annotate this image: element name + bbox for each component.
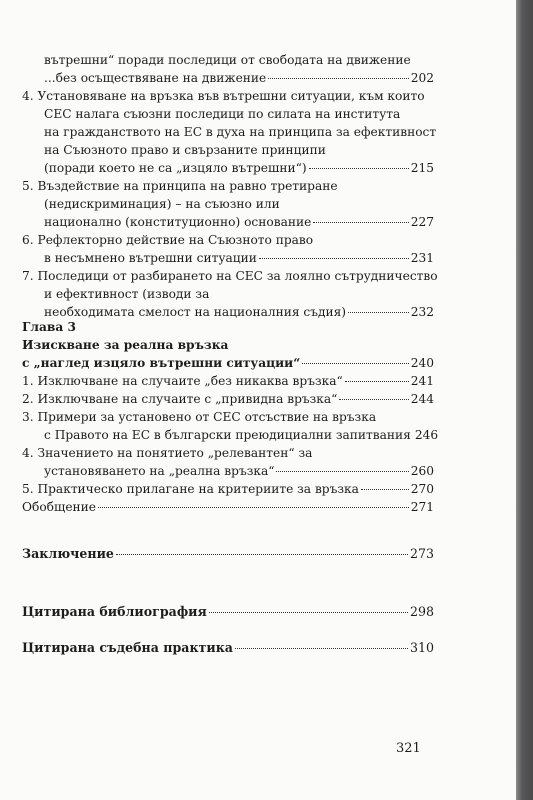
toc-section-entry <box>22 603 434 621</box>
toc-entry-text: 1. Изключване на случаите „без никаква връзка“ <box>22 374 343 388</box>
toc-page-number: 241 <box>410 374 434 388</box>
toc-entry <box>44 249 434 267</box>
toc-page-number: 244 <box>410 392 434 406</box>
dot-leader <box>268 77 408 79</box>
toc-entry-line <box>22 177 338 195</box>
toc-page-number: 232 <box>410 305 434 319</box>
toc-page-number: 202 <box>410 71 434 85</box>
dot-leader <box>361 488 409 490</box>
toc-entry <box>44 159 434 177</box>
toc-entry-text: необходимата смелост на националния съдия) <box>44 305 347 319</box>
toc-entry-line <box>22 267 438 285</box>
toc-entry-text: вътрешни“ поради последици от свободата на движение <box>44 53 411 67</box>
toc-entry-line <box>44 105 400 123</box>
toc-entry-line <box>44 51 411 69</box>
toc-entry <box>44 426 439 444</box>
toc-entry-text: установяването на „реална връзка“ <box>44 464 275 478</box>
section-title: Цитирана съдебна практика <box>22 640 233 655</box>
toc-entry <box>44 462 434 480</box>
chapter-title-entry <box>22 354 434 372</box>
toc-entry <box>22 390 434 408</box>
dot-leader <box>339 398 408 400</box>
toc-entry-text: с Правото на ЕС в български преюдициални запитвания <box>44 428 411 442</box>
toc-entry-text: Обобщение <box>22 500 97 514</box>
toc-page-number: 260 <box>410 464 434 478</box>
toc-entry-text: 4. Значението на понятието „релевантен“ за <box>22 446 313 460</box>
dot-leader <box>259 257 409 259</box>
dot-leader <box>348 311 409 313</box>
toc-entry-line <box>44 141 326 159</box>
dot-leader <box>98 506 409 508</box>
section-title: Заключение <box>22 546 114 561</box>
dot-leader <box>345 380 409 382</box>
toc-entry <box>44 303 434 321</box>
toc-entry <box>44 69 434 87</box>
toc-entry-text: на гражданството на ЕС в духа на принципа за ефективност <box>44 125 437 139</box>
toc-entry-line <box>44 285 209 303</box>
section-title: Цитирана библиография <box>22 604 207 619</box>
toc-section-entry <box>22 545 434 563</box>
dot-leader <box>309 167 409 169</box>
chapter-label <box>22 318 76 336</box>
toc-entry-line <box>22 444 312 462</box>
toc-entry-text: (недискриминация) – на съюзно или <box>44 197 280 211</box>
dot-leader <box>116 553 408 555</box>
toc-page-number: 231 <box>410 251 434 265</box>
dot-leader <box>313 221 408 223</box>
toc-entry-text: 5. Въздействие на принципа на равно третиране <box>22 179 338 193</box>
toc-page-number: 298 <box>409 604 434 619</box>
toc-page-number: 240 <box>410 356 434 370</box>
toc-page-number: 227 <box>410 215 434 229</box>
page-edge-shadow <box>516 0 533 800</box>
toc-entry-text: (поради което не са „изцяло вътрешни“) <box>44 161 307 175</box>
toc-entry-text: 4. Установяване на връзка във вътрешни ситуации, към които <box>22 89 425 103</box>
chapter-title-line <box>22 336 228 354</box>
dot-leader <box>276 470 408 472</box>
toc-entry-text: в несъмнено вътрешни ситуации <box>44 251 257 265</box>
toc-entry-line <box>44 195 280 213</box>
toc-entry <box>44 213 434 231</box>
chapter-title-text: с „наглед изцяло вътрешни ситуации“ <box>22 356 301 370</box>
toc-entry-text: 2. Изключване на случаите с „привидна връзка“ <box>22 392 338 406</box>
toc-entry-text: 6. Рефлекторно действие на Съюзното право <box>22 233 314 247</box>
toc-entry-line <box>44 123 436 141</box>
toc-entry-text: и ефективност (изводи за <box>44 287 210 301</box>
toc-entry-line <box>22 87 425 105</box>
toc-page-number: 246 <box>414 428 439 442</box>
toc-entry <box>22 372 434 390</box>
dot-leader <box>302 362 409 364</box>
page-number: 321 <box>396 741 421 756</box>
toc-entry-line <box>22 231 313 249</box>
toc-entry-text: СЕС налага съюзни последици по силата на института <box>44 107 401 121</box>
toc-page-number: 270 <box>410 482 434 496</box>
toc-page-number: 215 <box>410 161 434 175</box>
toc-entry <box>22 480 434 498</box>
toc-entry-text: 7. Последици от разбирането на СЕС за лоялно сътрудничество <box>22 269 438 283</box>
toc-entry-text: 5. Практическо прилагане на критериите за връзка <box>22 482 359 496</box>
toc-entry <box>22 498 434 516</box>
chapter-title-text: Изискване за реална връзка <box>22 338 229 352</box>
chapter-label-text: Глава 3 <box>22 320 76 334</box>
toc-section-entry <box>22 639 434 657</box>
toc-entry-text: на Съюзното право и свързаните принципи <box>44 143 326 157</box>
toc-entry-text: ...без осъществяване на движение <box>44 71 267 85</box>
toc-page-number: 273 <box>409 546 434 561</box>
toc-entry-text: национално (конституционно) основание <box>44 215 312 229</box>
toc-page-number: 310 <box>409 640 434 655</box>
toc-entry-text: 3. Примери за установено от СЕС отсъствие на връзка <box>22 410 377 424</box>
dot-leader <box>235 647 408 649</box>
toc-page-number: 271 <box>410 500 434 514</box>
toc-entry-line <box>22 408 376 426</box>
dot-leader <box>209 611 408 613</box>
